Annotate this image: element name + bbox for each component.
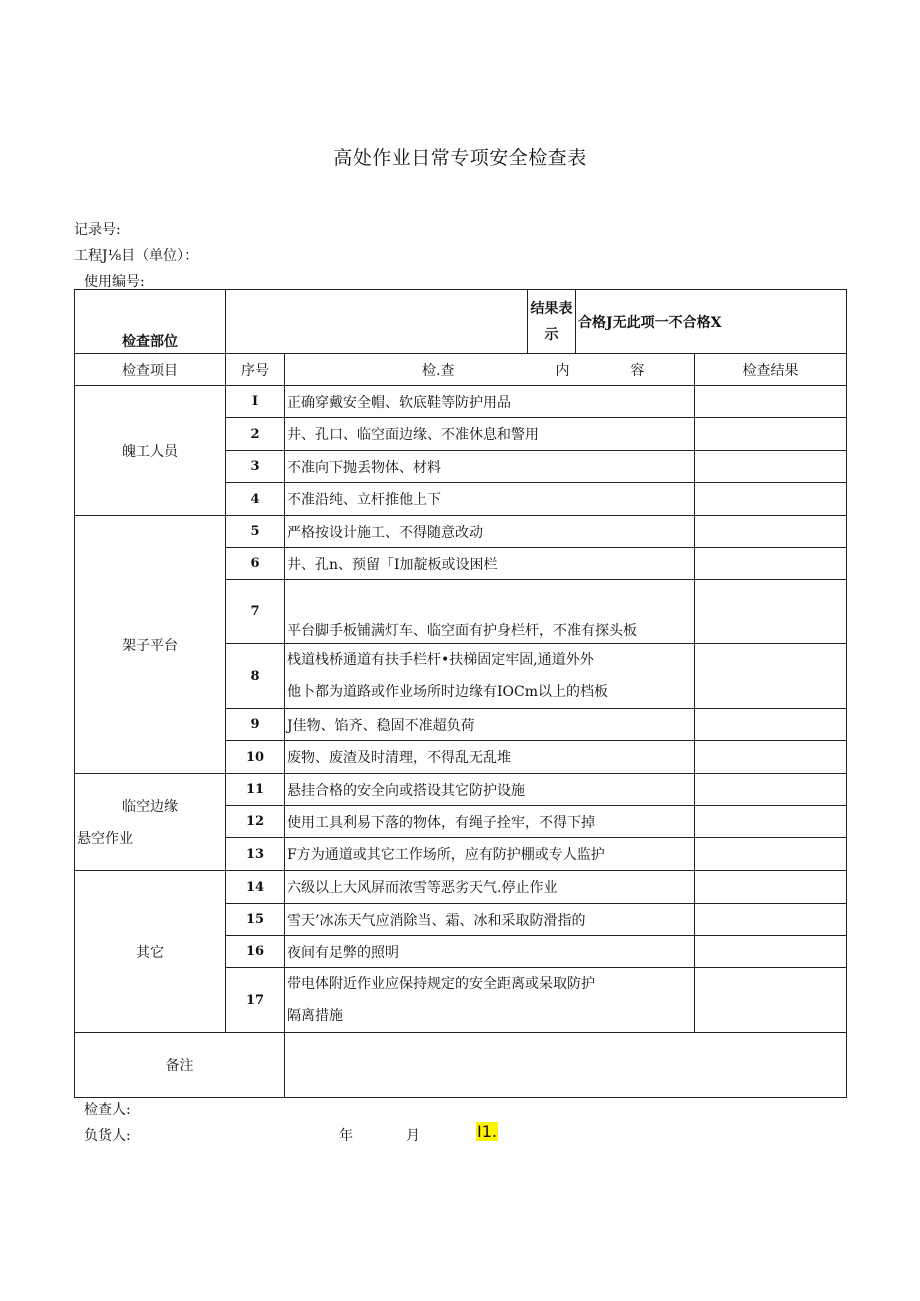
record-number-label: 记录号: <box>74 222 121 238</box>
row-seq: 5 <box>226 516 285 548</box>
row-result-cell[interactable] <box>695 418 847 451</box>
row-seq: I <box>226 386 285 418</box>
remarks-label: 备注 <box>75 1033 285 1098</box>
row-seq: 9 <box>226 709 285 741</box>
day-mark: I1. <box>477 1122 497 1141</box>
row-content: 不准沿纯、立杆推他上下 <box>285 483 695 516</box>
row-content-line: 栈道栈桥通道有扶手栏杆•扶梯固定牢固,通道外外 <box>287 652 594 668</box>
column-header-seq: 序号 <box>226 354 285 386</box>
row-content <box>285 644 695 709</box>
result-legend-label: 结果表示 <box>528 290 576 354</box>
row-seq: 16 <box>226 936 285 968</box>
table-row <box>75 774 847 806</box>
table-header-row-2 <box>75 354 847 386</box>
column-header-content: 检.查 内 容 <box>285 354 695 386</box>
column-header-item: 检查项目 <box>75 354 226 386</box>
row-content-line: 带电体附近作业应保持规定的安全距离或呆取防护 <box>287 976 595 992</box>
use-number-label: 使用编号: <box>84 274 145 290</box>
row-result-cell[interactable] <box>695 806 847 838</box>
row-result-cell[interactable] <box>695 709 847 741</box>
result-legend-text: 合格J无此项一不合格X <box>576 290 847 354</box>
row-result-cell[interactable] <box>695 741 847 774</box>
row-content: 井、孔n、预留「I加靛板或设困栏 <box>285 548 695 580</box>
year-label: 年 <box>339 1128 353 1144</box>
row-result-cell[interactable] <box>695 838 847 871</box>
table-row <box>75 386 847 418</box>
inspection-part-label: 检查部位 <box>75 290 226 354</box>
row-result-cell[interactable] <box>695 968 847 1033</box>
row-seq: 13 <box>226 838 285 871</box>
row-seq: 6 <box>226 548 285 580</box>
project-unit-label: 工程J⅛目（单位）： <box>74 248 199 264</box>
group-label: 魄工人员 <box>75 386 226 516</box>
row-content: 使用工具利易下落的物体，有绳子拴牢，不得下掉 <box>285 806 695 838</box>
row-content: 严格按设计施工、不得随意改动 <box>285 516 695 548</box>
month-label: 月 <box>406 1128 420 1144</box>
table-row <box>75 516 847 548</box>
row-result-cell[interactable] <box>695 774 847 806</box>
page-title: 高处作业日常专项安全检查表 <box>333 147 587 169</box>
row-content: 不准向下抛丢物体、材料 <box>285 451 695 483</box>
table-header-row-1 <box>75 290 847 354</box>
row-seq: 14 <box>226 871 285 904</box>
row-seq: 10 <box>226 741 285 774</box>
row-content: 六级以上大风屏而浓雪等恶劣天气.停止作业 <box>285 871 695 904</box>
group-label-line: 临空边缘 <box>122 799 178 815</box>
row-seq: 2 <box>226 418 285 451</box>
row-result-cell[interactable] <box>695 386 847 418</box>
row-content: 雪天’冰冻天气应消除当、霜、冰和采取防滑指的 <box>285 904 695 936</box>
row-result-cell[interactable] <box>695 580 847 644</box>
group-label: 其它 <box>75 871 226 1033</box>
row-content: 夜间有足弊的照明 <box>285 936 695 968</box>
group-label <box>75 774 226 871</box>
row-result-cell[interactable] <box>695 548 847 580</box>
row-content-line: 他卜都为道路或作业场所时边缘有IOCm以上的档板 <box>287 684 608 700</box>
row-result-cell[interactable] <box>695 516 847 548</box>
row-result-cell[interactable] <box>695 644 847 709</box>
row-content: J佳物、馅齐、稳固不准超负荷 <box>285 709 695 741</box>
row-result-cell[interactable] <box>695 936 847 968</box>
row-result-cell[interactable] <box>695 871 847 904</box>
column-header-result: 检查结果 <box>695 354 847 386</box>
row-content <box>285 968 695 1033</box>
row-content: 平台脚手板铺满灯车、临空面有护身栏杆，不准有探头板 <box>285 580 695 644</box>
remarks-field[interactable] <box>285 1033 847 1098</box>
row-seq: 4 <box>226 483 285 516</box>
inspection-part-field[interactable] <box>226 290 528 354</box>
row-seq: 11 <box>226 774 285 806</box>
row-seq: 17 <box>226 968 285 1033</box>
row-content: 井、孔口、临空面边缘、不准休息和警用 <box>285 418 695 451</box>
row-result-cell[interactable] <box>695 904 847 936</box>
group-label-line: 悬空作业 <box>77 831 133 847</box>
group-label: 架子平台 <box>75 516 226 774</box>
inspection-table <box>74 289 847 1098</box>
row-result-cell[interactable] <box>695 483 847 516</box>
row-content: 废物、废渣及时清理，不得乱无乱堆 <box>285 741 695 774</box>
row-seq: 7 <box>226 580 285 644</box>
row-seq: 3 <box>226 451 285 483</box>
table-row <box>75 871 847 904</box>
row-result-cell[interactable] <box>695 451 847 483</box>
row-content: 悬挂合格的安全向或搭设其它防护设施 <box>285 774 695 806</box>
row-seq: 12 <box>226 806 285 838</box>
inspector-label: 检查人: <box>84 1102 131 1118</box>
row-seq: 8 <box>226 644 285 709</box>
row-content-line: 隔离措施 <box>287 1008 343 1024</box>
remarks-row <box>75 1033 847 1098</box>
row-seq: 15 <box>226 904 285 936</box>
row-content: F方为通道或其它工作场所，应有防护棚或专人监护 <box>285 838 695 871</box>
row-content: 正确穿戴安全帽、软底鞋等防护用品 <box>285 386 695 418</box>
responsible-label: 负货人: <box>84 1128 131 1144</box>
